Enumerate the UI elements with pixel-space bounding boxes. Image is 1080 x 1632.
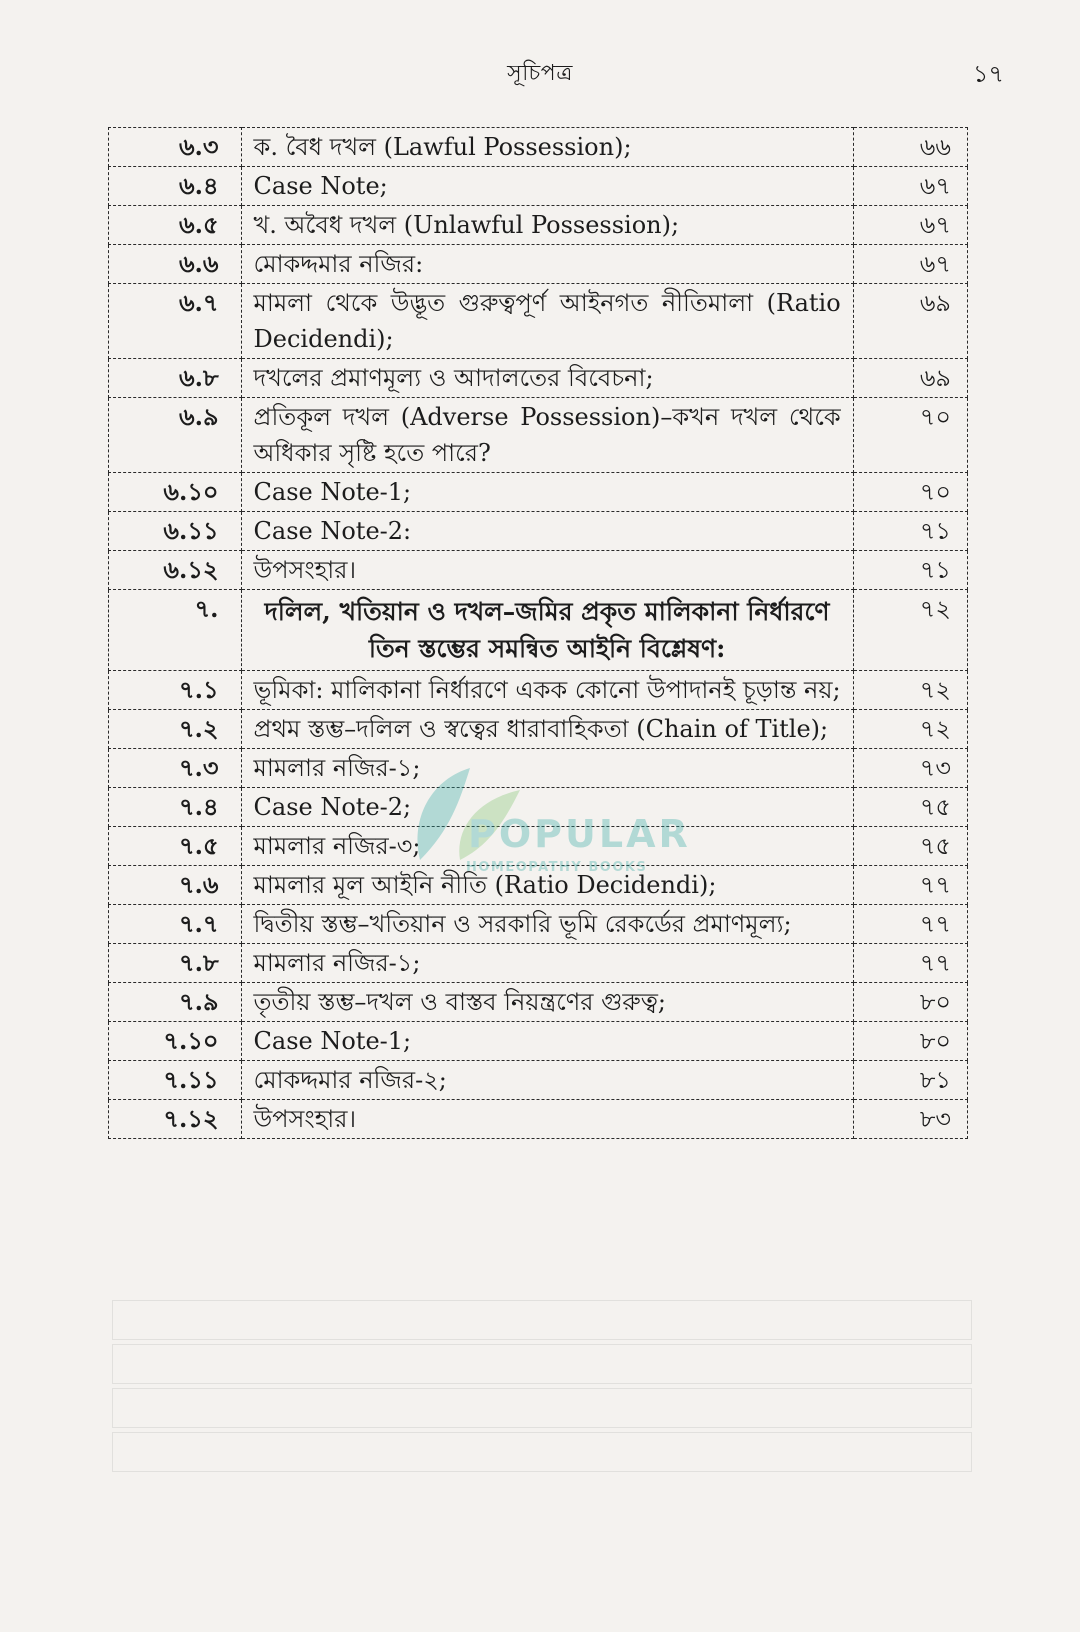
toc-page-number: ৮১ <box>853 1061 967 1100</box>
toc-section-number: ৬.৯ <box>109 398 242 473</box>
toc-row <box>109 167 968 206</box>
toc-page-number: ৭২ <box>853 590 967 671</box>
toc-row <box>109 866 968 905</box>
toc-row <box>109 590 968 671</box>
toc-row <box>109 944 968 983</box>
toc-section-number: ৭.১০ <box>109 1022 242 1061</box>
toc-chapter-heading: দলিল, খতিয়ান ও দখল–জমির প্রকৃত মালিকানা নির্ধারণে তিন স্তম্ভের সমন্বিত আইনি বিশ্লেষণ: <box>241 590 853 671</box>
toc-page-number: ৮০ <box>853 983 967 1022</box>
toc-row <box>109 1022 968 1061</box>
toc-row <box>109 512 968 551</box>
toc-row <box>109 128 968 167</box>
toc-entry-title: ক. বৈধ দখল (Lawful Possession); <box>241 128 853 167</box>
toc-page-number: ৭৫ <box>853 827 967 866</box>
toc-section-number: ৭.৪ <box>109 788 242 827</box>
toc-section-number: ৭.১ <box>109 671 242 710</box>
toc-page-number: ৬৭ <box>853 206 967 245</box>
page-title: সূচিপত্র <box>507 61 573 86</box>
toc-entry-title: মামলার মূল আইনি নীতি (Ratio Decidendi); <box>241 866 853 905</box>
toc-section-number: ৬.৬ <box>109 245 242 284</box>
toc-page-number: ৭০ <box>853 473 967 512</box>
toc-section-number: ৬.৫ <box>109 206 242 245</box>
toc-row <box>109 827 968 866</box>
toc-entry-title: উপসংহার। <box>241 1100 853 1139</box>
toc-row <box>109 206 968 245</box>
page-header <box>0 56 1080 96</box>
toc-section-number: ৭.২ <box>109 710 242 749</box>
toc-section-number: ৭.৭ <box>109 905 242 944</box>
toc-row <box>109 284 968 359</box>
toc-page-number: ৬৭ <box>853 245 967 284</box>
toc-page-number: ৮৩ <box>853 1100 967 1139</box>
toc-section-number: ৭.৫ <box>109 827 242 866</box>
toc-section-number: ৬.১২ <box>109 551 242 590</box>
toc-row <box>109 1061 968 1100</box>
toc-row <box>109 398 968 473</box>
watermark-tagline: HOMEOPATHY BOOKS <box>466 860 648 875</box>
toc-entry-title: Case Note-1; <box>241 473 853 512</box>
toc-section-number: ৭.১১ <box>109 1061 242 1100</box>
toc-entry-title: Case Note-1; <box>241 1022 853 1061</box>
toc-page-number: ৬৯ <box>853 284 967 359</box>
toc-entry-title: Case Note; <box>241 167 853 206</box>
toc-page-number: ৭৫ <box>853 788 967 827</box>
toc-page-number: ৭০ <box>853 398 967 473</box>
toc-entry-title: মোকদ্দমার নজির-২; <box>241 1061 853 1100</box>
toc-section-number: ৭. <box>109 590 242 671</box>
toc-row <box>109 671 968 710</box>
toc-page-number: ৭২ <box>853 710 967 749</box>
page-number: ১৭ <box>972 60 1004 88</box>
toc-section-number: ৬.৮ <box>109 359 242 398</box>
toc-section-number: ৭.৬ <box>109 866 242 905</box>
toc-entry-title: মোকদ্দমার নজির: <box>241 245 853 284</box>
toc-section-number: ৬.৩ <box>109 128 242 167</box>
toc-page-number: ৬৬ <box>853 128 967 167</box>
toc-row <box>109 359 968 398</box>
toc-page-number: ৭৭ <box>853 944 967 983</box>
toc-entry-title: Case Note-2; <box>241 788 853 827</box>
toc-entry-title: Case Note-2: <box>241 512 853 551</box>
toc-row <box>109 710 968 749</box>
toc-page-number: ৮০ <box>853 1022 967 1061</box>
toc-body <box>109 128 968 1139</box>
toc-row <box>109 473 968 512</box>
watermark-brand: POPULAR <box>468 812 691 856</box>
toc-entry-title: তৃতীয় স্তম্ভ–দখল ও বাস্তব নিয়ন্ত্রণের গুরুত্ব; <box>241 983 853 1022</box>
toc-page-number: ৭৭ <box>853 905 967 944</box>
toc-page-number: ৭২ <box>853 671 967 710</box>
toc-row <box>109 551 968 590</box>
toc-entry-title: মামলার নজির-১; <box>241 749 853 788</box>
toc-page-number: ৭১ <box>853 512 967 551</box>
toc-entry-title: মামলার নজির-১; <box>241 944 853 983</box>
toc-page-number: ৭১ <box>853 551 967 590</box>
toc-row <box>109 983 968 1022</box>
toc-section-number: ৭.৮ <box>109 944 242 983</box>
toc-page-number: ৬৯ <box>853 359 967 398</box>
toc-row <box>109 788 968 827</box>
toc-entry-title: খ. অবৈধ দখল (Unlawful Possession); <box>241 206 853 245</box>
toc-section-number: ৭.৩ <box>109 749 242 788</box>
toc-row <box>109 1100 968 1139</box>
toc-entry-title: দ্বিতীয় স্তম্ভ–খতিয়ান ও সরকারি ভূমি রেকর্ডের প্রমাণমূল্য; <box>241 905 853 944</box>
toc-page-number: ৬৭ <box>853 167 967 206</box>
toc-section-number: ৬.৪ <box>109 167 242 206</box>
toc-entry-title: উপসংহার। <box>241 551 853 590</box>
toc-row <box>109 245 968 284</box>
toc-page-number: ৭৩ <box>853 749 967 788</box>
bleed-through-decoration <box>112 1300 972 1520</box>
toc-entry-title: প্রথম স্তম্ভ–দলিল ও স্বত্বের ধারাবাহিকতা (Chain of Title); <box>241 710 853 749</box>
toc-entry-title: দখলের প্রমাণমূল্য ও আদালতের বিবেচনা; <box>241 359 853 398</box>
toc-section-number: ৬.১১ <box>109 512 242 551</box>
toc-entry-title: ভূমিকা: মালিকানা নির্ধারণে একক কোনো উপাদানই চূড়ান্ত নয়; <box>241 671 853 710</box>
toc-row <box>109 749 968 788</box>
toc-section-number: ৭.৯ <box>109 983 242 1022</box>
toc-row <box>109 905 968 944</box>
toc-section-number: ৬.৭ <box>109 284 242 359</box>
toc-entry-title: প্রতিকূল দখল (Adverse Possession)–কখন দখল থেকে অধিকার সৃষ্টি হতে পারে? <box>241 398 853 473</box>
toc-page-number: ৭৭ <box>853 866 967 905</box>
toc-entry-title: মামলার নজির-৩; <box>241 827 853 866</box>
toc-entry-title: মামলা থেকে উদ্ভূত গুরুত্বপূর্ণ আইনগত নীতিমালা (Ratio Decidendi); <box>241 284 853 359</box>
toc-section-number: ৭.১২ <box>109 1100 242 1139</box>
table-of-contents <box>108 127 968 1139</box>
toc-section-number: ৬.১০ <box>109 473 242 512</box>
